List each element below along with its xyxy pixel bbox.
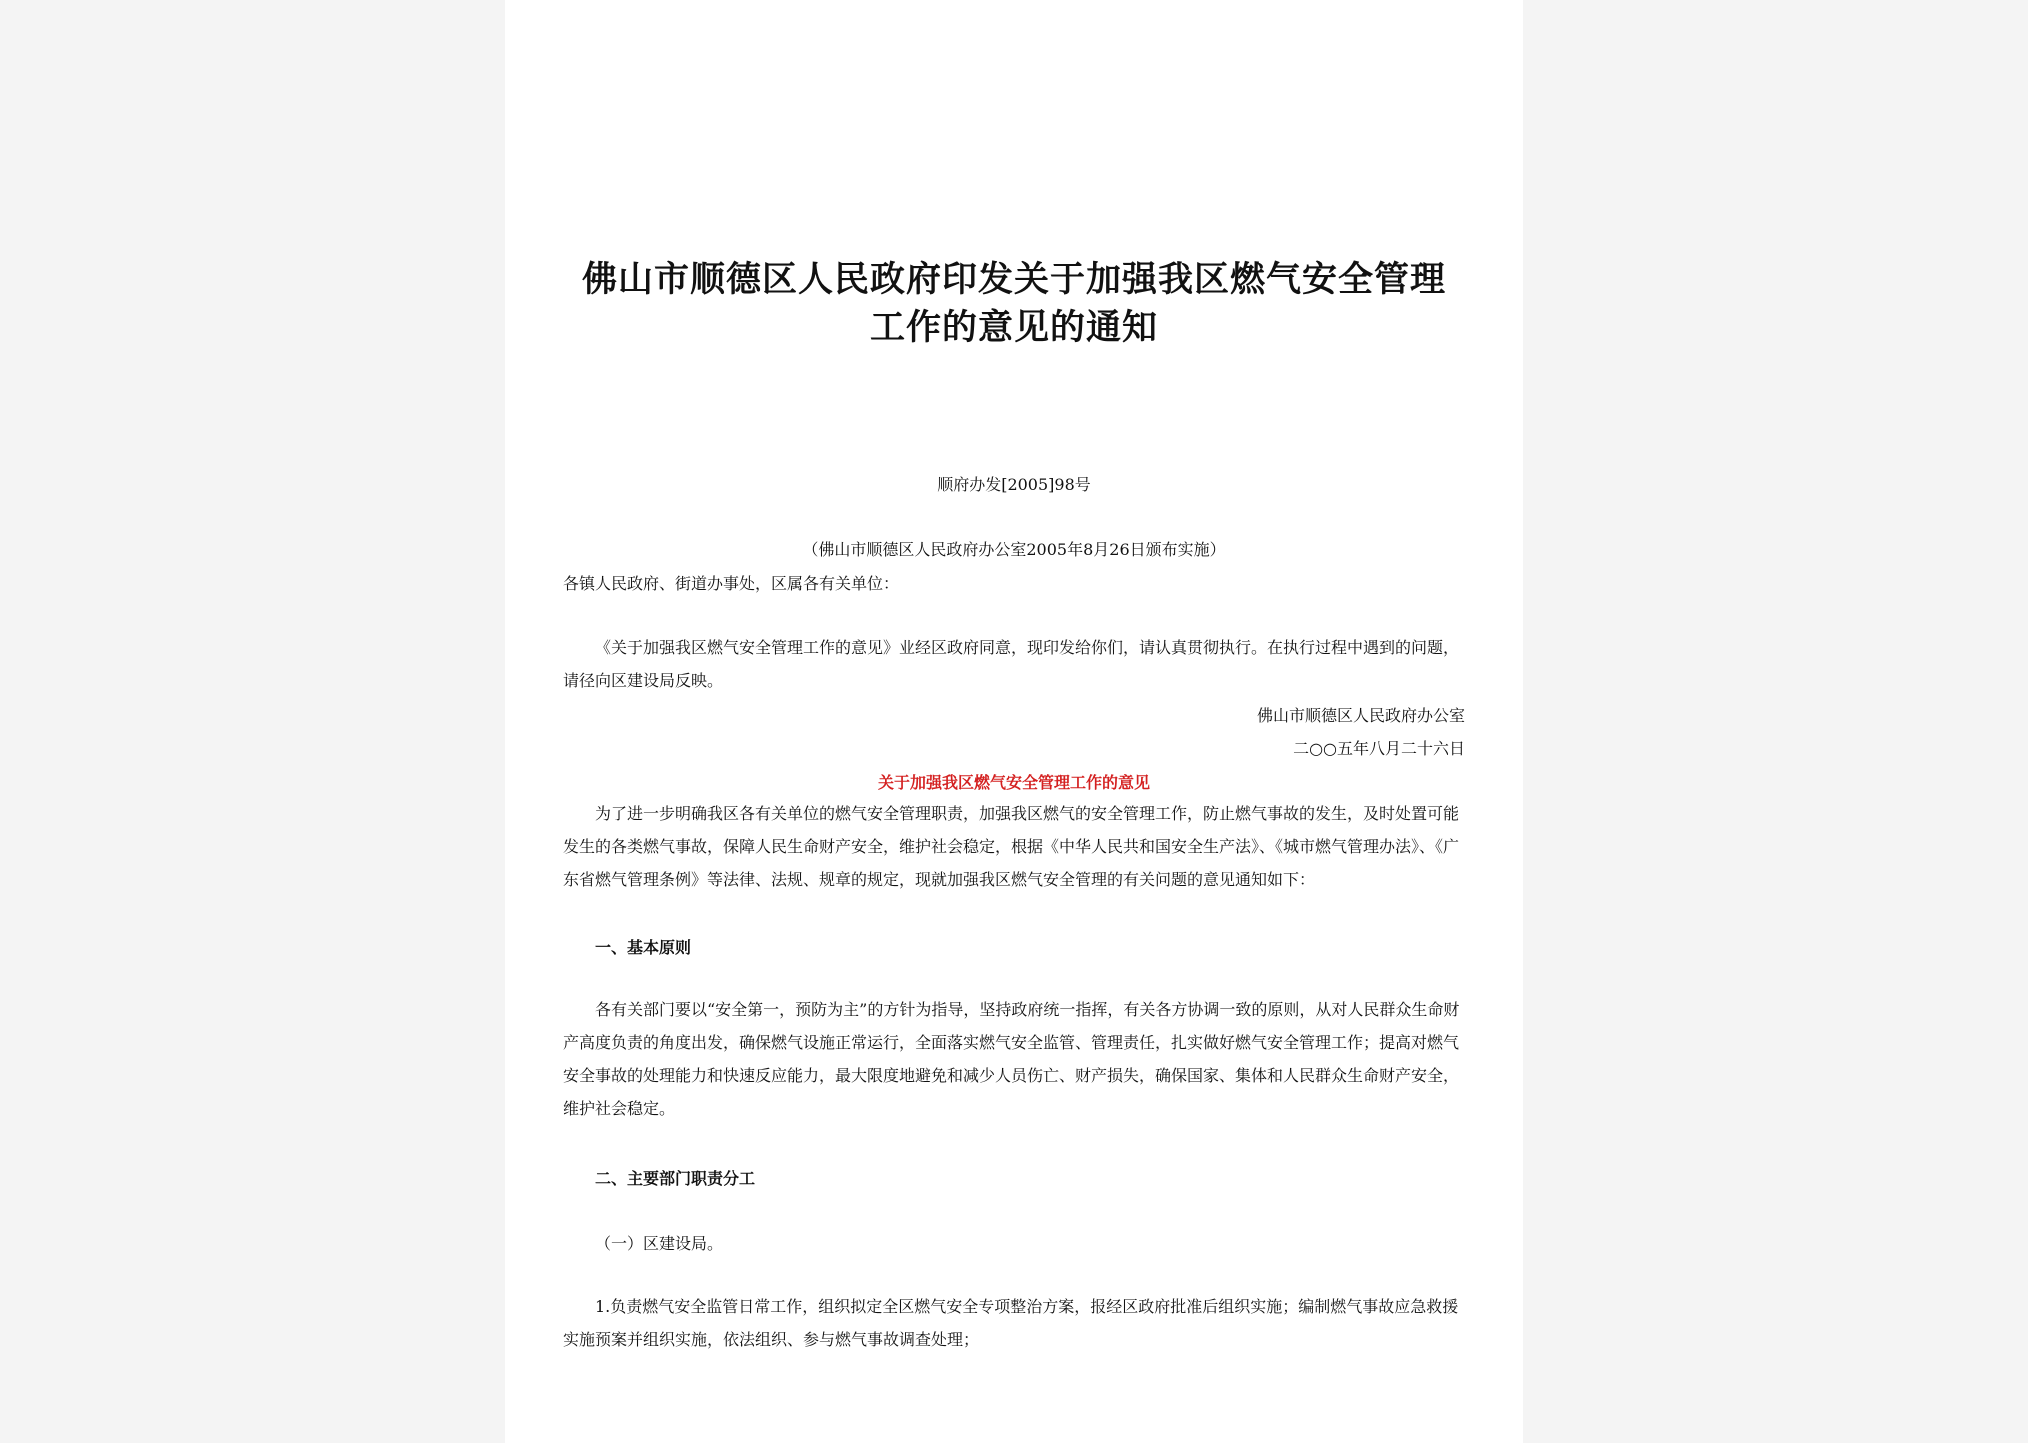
document-page	[505, 0, 1523, 1443]
section-heading-1: 一、基本原则	[595, 938, 692, 957]
intro-paragraph: 《关于加强我区燃气安全管理工作的意见》业经区政府同意，现印发给你们，请认真贯彻执行。在执行过程中遇到的问题，请径向区建设局反映。	[563, 638, 1460, 690]
document-number: 顺府办发[2005]98号	[937, 475, 1091, 494]
salutation: 各镇人民政府、街道办事处，区属各有关单位：	[563, 574, 900, 593]
opinion-heading: 关于加强我区燃气安全管理工作的意见	[877, 773, 1150, 792]
section-heading-2: 二、主要部门职责分工	[595, 1169, 756, 1188]
subsection-heading-1: （一）区建设局。	[595, 1234, 724, 1253]
section-1-paragraph: 各有关部门要以“安全第一，预防为主”的方针为指导，坚持政府统一指挥，有关各方协调一致的原则，从对人民群众生命财产高度负责的角度出发，确保燃气设施正常运行，全面落实燃气安全监管、管理责任，扎实做好燃气安全管理工作；提高对燃气安全事故的处理能力和快速反应能力，最大限度地避免和减少人员伤亡、财产损失，确保国家、集体和人民群众生命财产安全，维护社会稳定。	[563, 1000, 1460, 1118]
item-1-paragraph: 1.负责燃气安全监管日常工作，组织拟定全区燃气安全专项整治方案，报经区政府批准后组织实施；编制燃气事故应急救援实施预案并组织实施，依法组织、参与燃气事故调查处理；	[563, 1297, 1459, 1349]
signature-date: 二○○五年八月二十六日	[1293, 739, 1465, 758]
document-title-line-1: 佛山市顺德区人民政府印发关于加强我区燃气安全管理	[581, 259, 1446, 300]
signature-org: 佛山市顺德区人民政府办公室	[1256, 706, 1465, 725]
document-title-line-2: 工作的意见的通知	[869, 307, 1158, 348]
issuer-line: （佛山市顺德区人民政府办公室2005年8月26日颁布实施）	[802, 540, 1226, 559]
document-title	[565, 256, 1463, 352]
opinion-paragraph: 为了进一步明确我区各有关单位的燃气安全管理职责，加强我区燃气的安全管理工作，防止燃气事故的发生，及时处置可能发生的各类燃气事故，保障人民生命财产安全，维护社会稳定，根据《中华人民共和国安全生产法》、《城市燃气管理办法》、《广东省燃气管理条例》等法律、法规、规章的规定，现就加强我区燃气安全管理的有关问题的意见通知如下：	[563, 804, 1460, 889]
